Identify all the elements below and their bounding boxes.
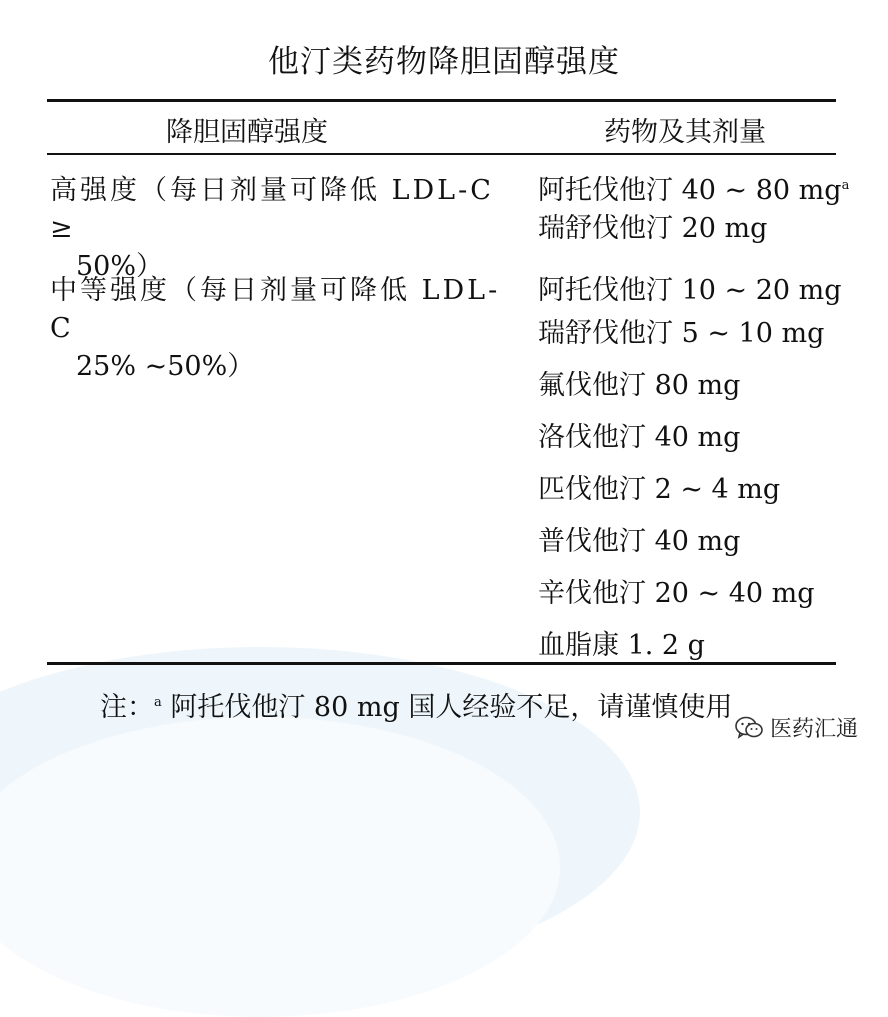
drug-item: 普伐他汀 40 mg [538,526,741,557]
drug-item: 匹伐他汀 2 ~ 4 mg [538,474,781,505]
category-line2: 25% ~50%） [76,351,255,382]
header-drug-dose: 药物及其剂量 [604,117,766,148]
drug-item: 血脂康 1. 2 g [538,630,705,661]
category-line1: 高强度（每日剂量可降低 LDL-C ≥ [50,175,494,244]
footnote-marker: a [841,178,850,193]
header-intensity: 降胆固醇强度 [166,117,328,148]
drug-item: 阿托伐他汀 10 ~ 20 mg [538,275,842,306]
wechat-icon [734,715,764,741]
drug-item: 瑞舒伐他汀 20 mg [538,213,768,244]
row-moderate-intensity-category [50,272,520,386]
table-footnote: 注：$^a$ 阿托伐他汀 80 mg 国人经验不足，请谨慎使用 [100,692,733,723]
background-swoosh-light [0,717,560,1017]
table-title: 他汀类药物降胆固醇强度 [268,44,620,80]
drug-item: 阿托伐他汀 40 ~ 80 $mg^a$ [538,175,850,206]
watermark-label: 医药汇通 [770,717,859,742]
table-header-rule [47,153,836,155]
category-line2: 50%） [76,251,164,282]
footnote-marker: a [154,695,162,710]
table-bottom-rule [47,662,836,665]
table-top-rule [47,99,836,102]
drug-item: 氟伐他汀 80 mg [538,370,741,401]
watermark [734,712,858,743]
row-high-intensity-drugs [538,172,850,248]
drug-item: 洛伐他汀 40 mg [538,422,741,453]
drug-item: 辛伐他汀 20 ~ 40 mg [538,578,815,609]
category-line1: 中等强度（每日剂量可降低 LDL-C [50,275,501,344]
drug-item: 瑞舒伐他汀 5 ~ 10 mg [538,318,825,349]
row-high-intensity-category [50,172,520,286]
row-moderate-intensity-drugs [538,272,842,667]
